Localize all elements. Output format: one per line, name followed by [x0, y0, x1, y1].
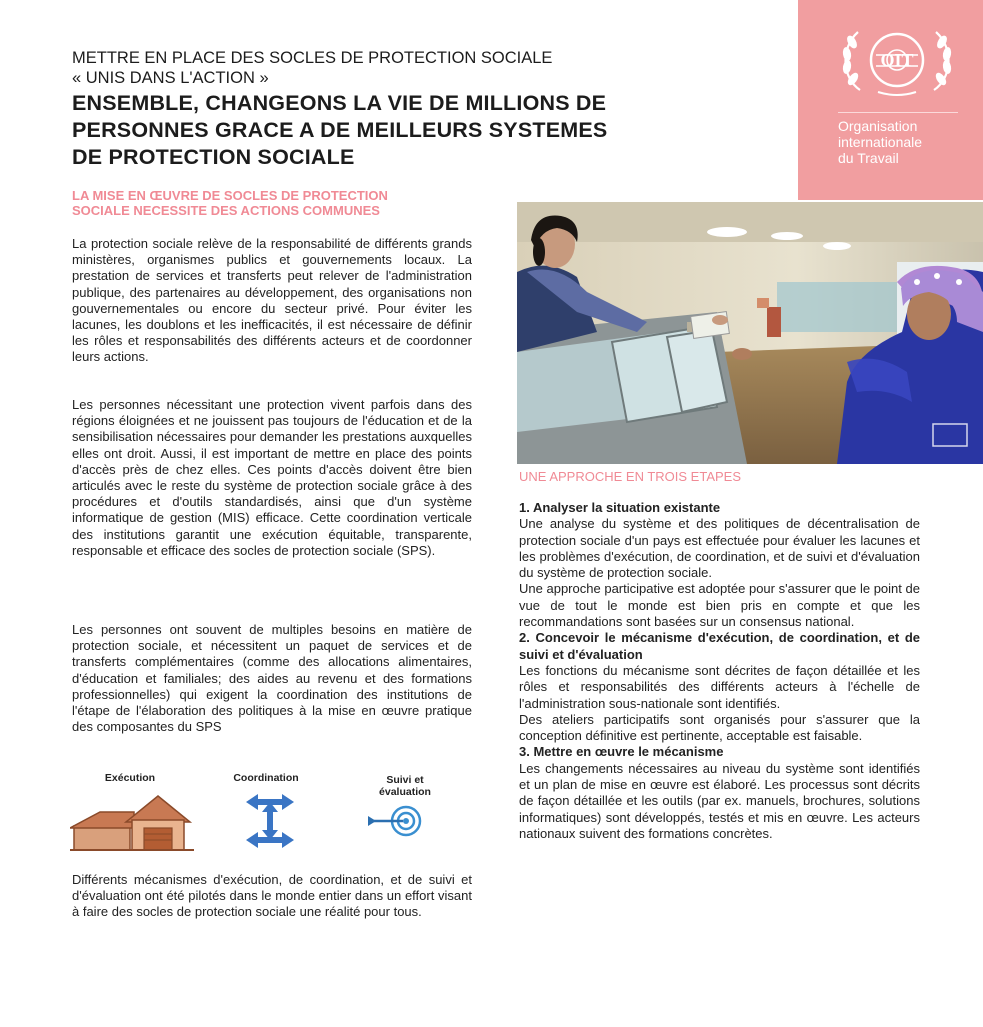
step-2-text-b: Des ateliers participatifs sont organisés pour s'assurer que la conception définitive est pertinente, acceptable est faisable. [519, 711, 920, 744]
headline-line-1: ENSEMBLE, CHANGEONS LA VIE DE MILLIONS DE [72, 91, 607, 115]
execution-label: Exécution [104, 772, 156, 784]
target-icon [368, 804, 424, 838]
page-title [72, 90, 772, 171]
step-3-title: 3. Mettre en œuvre le mécanisme [519, 744, 724, 760]
coordination-label: Coordination [233, 772, 299, 784]
organisation-name [838, 118, 978, 166]
office-counter-photo [517, 202, 983, 464]
left-section-title-line-1: LA MISE EN ŒUVRE DE SOCLES DE PROTECTION [72, 188, 388, 203]
headline-line-3: DE PROTECTION SOCIALE [72, 145, 355, 169]
left-section-title-line-2: SOCIALE NECESSITE DES ACTIONS COMMUNES [72, 203, 380, 218]
paragraph-2: Les personnes nécessitant une protection vivent parfois dans des régions éloignées et ne jouissent pas toujours de l'éducation et de la sensibilisation nécessaires pour demander les prestations auxquelles elles ont droit. Aussi, il est important de mettre en place des points d'accès près de chez elles. Ces points d'accès doivent être bien articulés avec le reste du système de protection sociale grâce à des procédures et d'outils standardisés, ainsi que d'un système informatique de gestion (MIS) efficace. Cette coordination verticale des institutions garantit une exécution équitable, transparente, responsable et efficace des socles de protection sociale (SPS). [72, 397, 472, 558]
step-1-text-a: Une analyse du système et des politiques de décentralisation de protection sociale d'un pays est effectuée pour évaluer les lacunes et les problèmes d'exécution, de coordination, et de suivi et d'évaluation du système de protection sociale. [519, 516, 920, 581]
ilo-logo-panel [798, 0, 983, 200]
ilo-acronym: OIT [880, 50, 914, 70]
mechanism-icons [70, 770, 470, 860]
suivi-label-line-2: évaluation [379, 786, 431, 798]
step-3-text: Les changements nécessaires au niveau du système sont identifiés et un plan de mise en œuvre est élaboré. Les processus sont décrits de façon détaillée et les outils (par ex. manuels, brochures, solutions informatiques) sont développés, testés et mis en œuvre. Les acteurs nationaux suivent des formations concrètes. [519, 760, 920, 841]
kicker-line-2: « UNIS DANS L'ACTION » [72, 69, 269, 87]
suivi-label-line-1: Suivi et [386, 774, 424, 786]
headline-line-2: PERSONNES GRACE A DE MEILLEURS SYSTEMES [72, 118, 608, 142]
org-line-3: du Travail [838, 150, 899, 166]
step-1-title: 1. Analyser la situation existante [519, 500, 721, 515]
logo-divider [838, 112, 958, 113]
suivi-label [358, 774, 452, 798]
house-icon [70, 792, 194, 852]
right-section-title: UNE APPROCHE EN TROIS ETAPES [519, 469, 742, 484]
step-2-title: 2. Concevoir le mécanisme d'exécution, de coordination, et de suivi et d'évaluation [519, 630, 920, 662]
paragraph-4: Différents mécanismes d'exécution, de coordination, et de suivi et d'évaluation ont été pilotés dans le monde entier dans un effort visant à faire des socles de protection sociale une réalité pour tous. [72, 872, 472, 920]
kicker-line-1: METTRE EN PLACE DES SOCLES DE PROTECTION SOCIALE [72, 49, 553, 67]
step-1-text-b: Une approche participative est adoptée pour s'assurer que le point de vue de tout le monde est bien pris en compte et que les recommandations sont basées sur un consensus national. [519, 581, 920, 630]
step-2-text-a: Les fonctions du mécanisme sont décrites de façon détaillée et les rôles et responsabilités des différents acteurs à l'échelle de l'administration sous-nationale sont identifiés. [519, 662, 920, 711]
paragraph-1: La protection sociale relève de la responsabilité de différents grands ministères, organismes publics et gouvernements locaux. La prestation de services et transferts peut relever de l'administration publique, des partenaires au développement, des organisations non gouvernementales ou encore du secteur privé. Pour éviter les lacunes, les doublons et les inefficacités, il est nécessaire de définir les rôles et responsabilités des différents acteurs et de coordonner leurs actions. [72, 236, 472, 365]
ilo-emblem-icon [838, 22, 956, 98]
org-line-2: internationale [838, 134, 923, 150]
coordination-arrows-icon [246, 792, 294, 850]
three-steps [519, 500, 920, 842]
org-line-1: Organisation [838, 118, 918, 134]
left-section-title [72, 188, 388, 218]
paragraph-3: Les personnes ont souvent de multiples besoins en matière de protection sociale, et nécessitent un paquet de services et de transferts complémentaires (comme des allocations alimentaires, d'éducation et familiales; des aides au revenu et des formations professionnelles) qui exigent la coordination des institutions de l'étape de l'élaboration des politiques à la mise en œuvre pratique des composantes du SPS [72, 622, 472, 735]
